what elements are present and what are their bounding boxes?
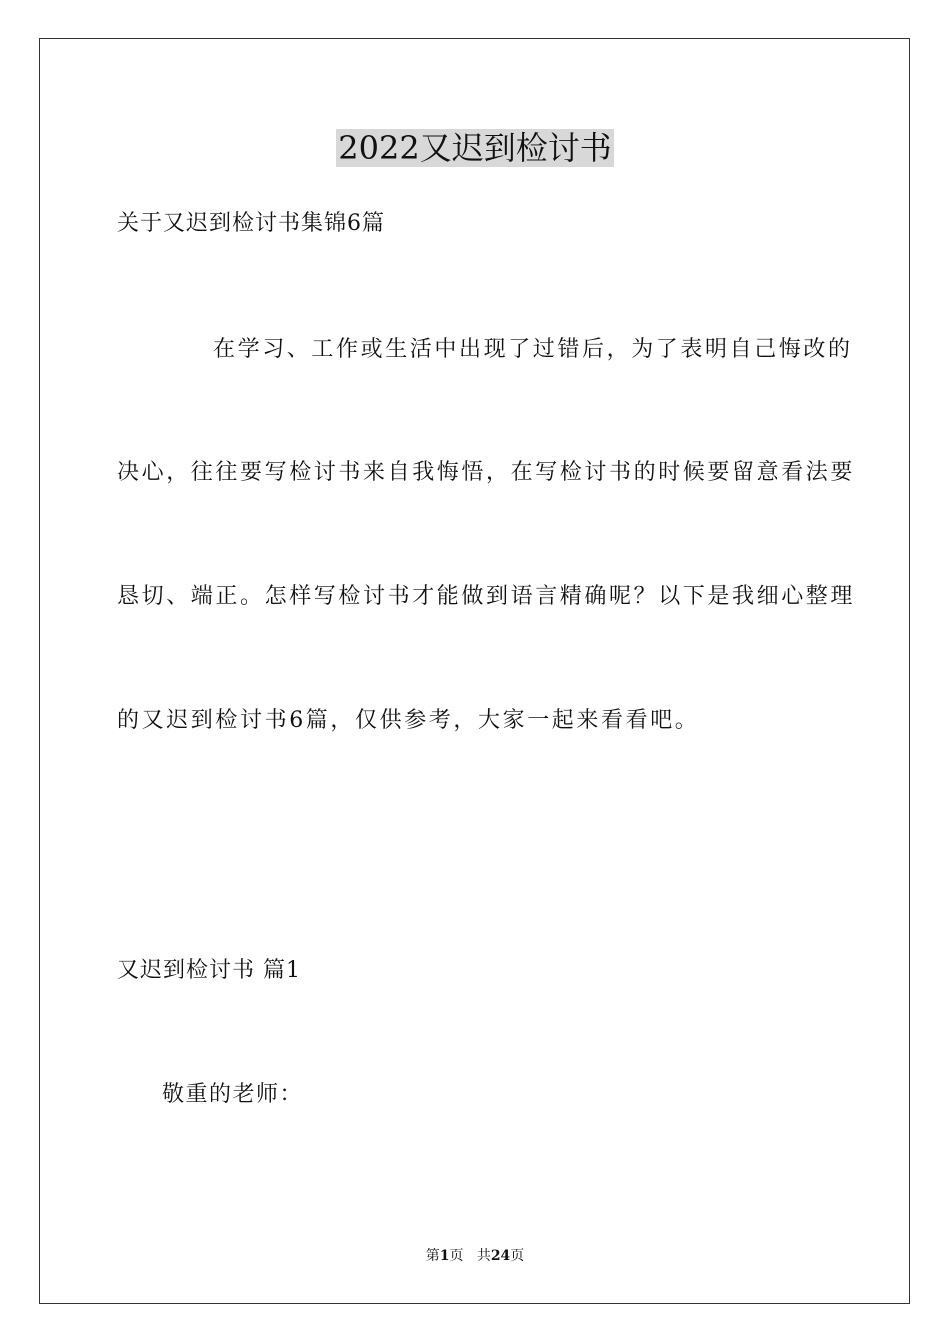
page-prefix: 第 bbox=[425, 1248, 440, 1264]
page-footer bbox=[0, 1247, 950, 1265]
total-suffix: 页 bbox=[510, 1248, 525, 1264]
subtitle: 关于又迟到检讨书集锦6篇 bbox=[117, 211, 385, 236]
total-prefix: 共 bbox=[476, 1248, 491, 1264]
section-heading: 又迟到检讨书 篇1 bbox=[117, 958, 301, 983]
title-text: 2022又迟到检讨书 bbox=[338, 129, 612, 167]
intro-paragraph-line-4: 的又迟到检讨书6篇，仅供参考，大家一起来看看吧。 bbox=[117, 708, 700, 733]
intro-paragraph-line-2: 决心，往往要写检讨书来自我悔悟，在写检讨书的时候要留意看法要 bbox=[117, 460, 856, 485]
page-number: 1 bbox=[439, 1248, 450, 1264]
intro-paragraph-line-3: 恳切、端正。怎样写检讨书才能做到语言精确呢？以下是我细心整理 bbox=[117, 584, 856, 609]
document-title bbox=[0, 128, 950, 168]
total-pages: 24 bbox=[490, 1248, 511, 1264]
letter-greeting: 敬重的老师： bbox=[162, 1082, 304, 1107]
intro-paragraph-line-1: 在学习、工作或生活中出现了过错后，为了表明自己悔改的 bbox=[213, 337, 853, 362]
page-suffix: 页 bbox=[449, 1248, 464, 1264]
